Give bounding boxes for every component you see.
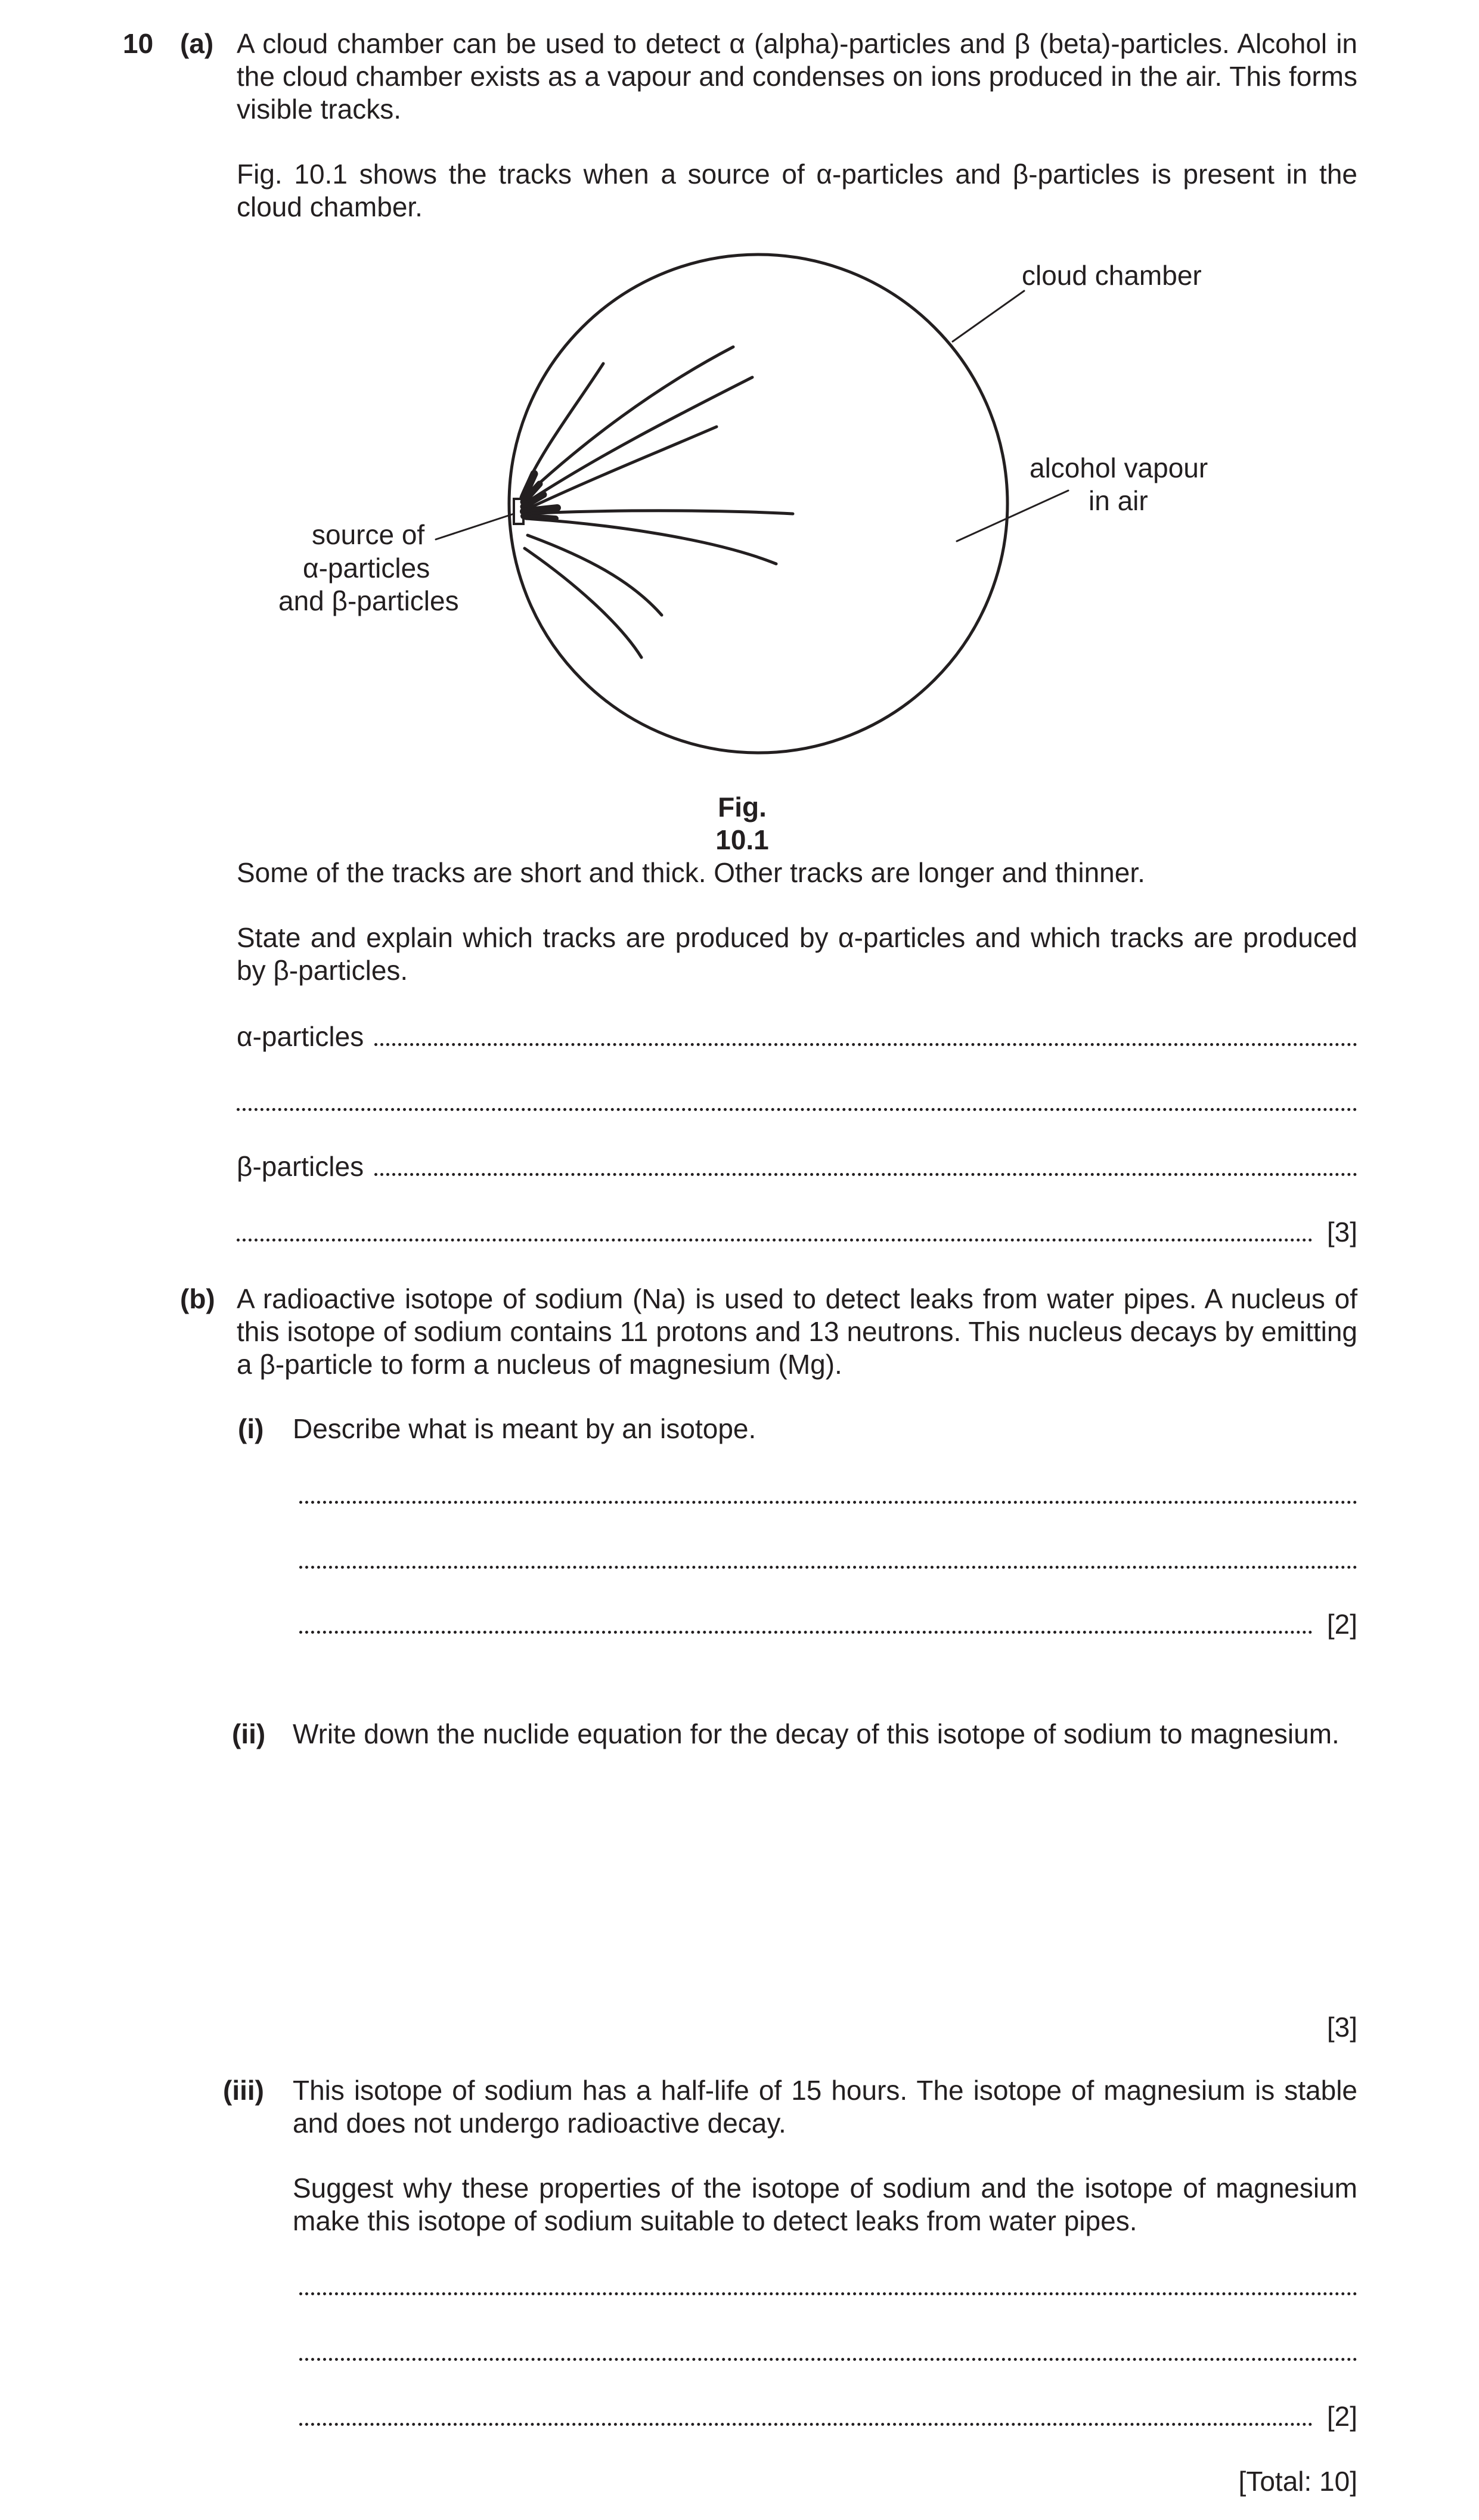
part-b-iii-label: (iii) — [223, 2075, 264, 2106]
part-b-iii-marks: [2] — [1326, 2401, 1357, 2432]
part-b-i-label: (i) — [238, 1413, 264, 1444]
part-b-iii-answer-line-1[interactable] — [299, 2270, 1357, 2302]
dotted-rule — [299, 2422, 1313, 2426]
question-total: [Total: 10] — [1238, 2466, 1357, 2497]
part-b-label: (b) — [180, 1283, 215, 1314]
part-b-iii-answer-line-3[interactable] — [299, 2400, 1357, 2433]
beta-answer-line-1[interactable] — [237, 1150, 1357, 1183]
figure-caption-text: Fig. 10.1 — [715, 792, 769, 855]
part-b-ii-answer-space[interactable] — [293, 1758, 1357, 1997]
label-cloud-chamber: cloud chamber — [1022, 260, 1202, 291]
cloud-chamber-figure — [0, 0, 1479, 793]
part-b-iii-text-2: Suggest why these properties of the isotope of sodium and the isotope of magnesium make this isotope of sodium suitable to detect leaks from water pipes. — [293, 2173, 1357, 2236]
vapour-leader-line — [957, 491, 1068, 541]
cloud-chamber-circle — [509, 255, 1007, 753]
long-thin-track — [525, 548, 641, 657]
part-a-intro: A cloud chamber can be used to detect α (alpha)-particles and β (beta)-particles. Alcohol in the cloud chamber exists as a vapour and condenses on ions produced in the air. This forms visible tracks. — [237, 28, 1357, 125]
part-b-ii-text: Write down the nuclide equation for the decay of this isotope of sodium to magnesium. — [293, 1718, 1340, 1749]
alpha-answer-label: α-particles — [237, 1021, 364, 1052]
dotted-rule — [299, 1500, 1357, 1504]
source-leader-line — [436, 513, 517, 539]
dotted-rule — [374, 1172, 1357, 1176]
tracks-description: Some of the tracks are short and thick. Other tracks are longer and thinner. — [237, 857, 1145, 888]
part-b-iii-answer-line-2[interactable] — [299, 2335, 1357, 2368]
part-b-i-marks: [2] — [1326, 1609, 1357, 1640]
part-b-i-answer-line-2[interactable] — [299, 1543, 1357, 1576]
part-a-marks: [3] — [1326, 1216, 1357, 1247]
beta-answer-label: β-particles — [237, 1151, 364, 1182]
part-b-i-answer-line-3[interactable] — [299, 1608, 1357, 1641]
label-and-beta-particles: and β-particles — [278, 585, 459, 616]
question-number: 10 — [123, 28, 154, 59]
alpha-answer-line-2[interactable] — [237, 1085, 1357, 1118]
dotted-rule — [299, 2357, 1357, 2361]
dotted-rule — [299, 2292, 1357, 2295]
part-a-label: (a) — [180, 28, 214, 59]
alpha-answer-line-1[interactable] — [237, 1020, 1357, 1053]
dotted-rule — [237, 1238, 1313, 1242]
part-b-ii-label: (ii) — [232, 1718, 266, 1749]
long-thin-track — [526, 519, 776, 564]
label-source-of: source of — [312, 519, 425, 550]
figure-intro: Fig. 10.1 shows the tracks when a source of α-particles and β-particles is present in the cloud chamber. — [237, 159, 1357, 222]
chamber-leader-line — [953, 291, 1024, 342]
long-thin-track — [525, 377, 752, 504]
beta-answer-line-2[interactable] — [237, 1216, 1357, 1249]
dotted-rule — [299, 1565, 1357, 1569]
part-b-ii-marks: [3] — [1326, 2012, 1357, 2043]
dotted-rule — [299, 1630, 1313, 1634]
part-b-i-text: Describe what is meant by an isotope. — [293, 1413, 756, 1444]
part-b-i-answer-line-1[interactable] — [299, 1478, 1357, 1511]
dotted-rule — [237, 1107, 1357, 1111]
part-b-iii-text-1: This isotope of sodium has a half-life of 15 hours. The isotope of magnesium is stable and does not undergo radioactive decay. — [293, 2075, 1357, 2139]
label-alpha-particles: α-particles — [303, 553, 430, 584]
dotted-rule — [374, 1042, 1357, 1046]
part-a-instruction: State and explain which tracks are produced by α-particles and which tracks are produced by β-particles. — [237, 922, 1357, 986]
label-alcohol-vapour: alcohol vapour — [1030, 452, 1208, 483]
long-thin-track — [523, 347, 733, 498]
part-b-intro: A radioactive isotope of sodium (Na) is used to detect leaks from water pipes. A nucleus of this isotope of sodium contains 11 protons and 13 neutrons. This nucleus decays by emitting a β-particle to form a nucleus of magnesium (Mg). — [237, 1283, 1357, 1380]
long-thin-track — [526, 511, 793, 514]
label-in-air: in air — [1089, 485, 1148, 516]
